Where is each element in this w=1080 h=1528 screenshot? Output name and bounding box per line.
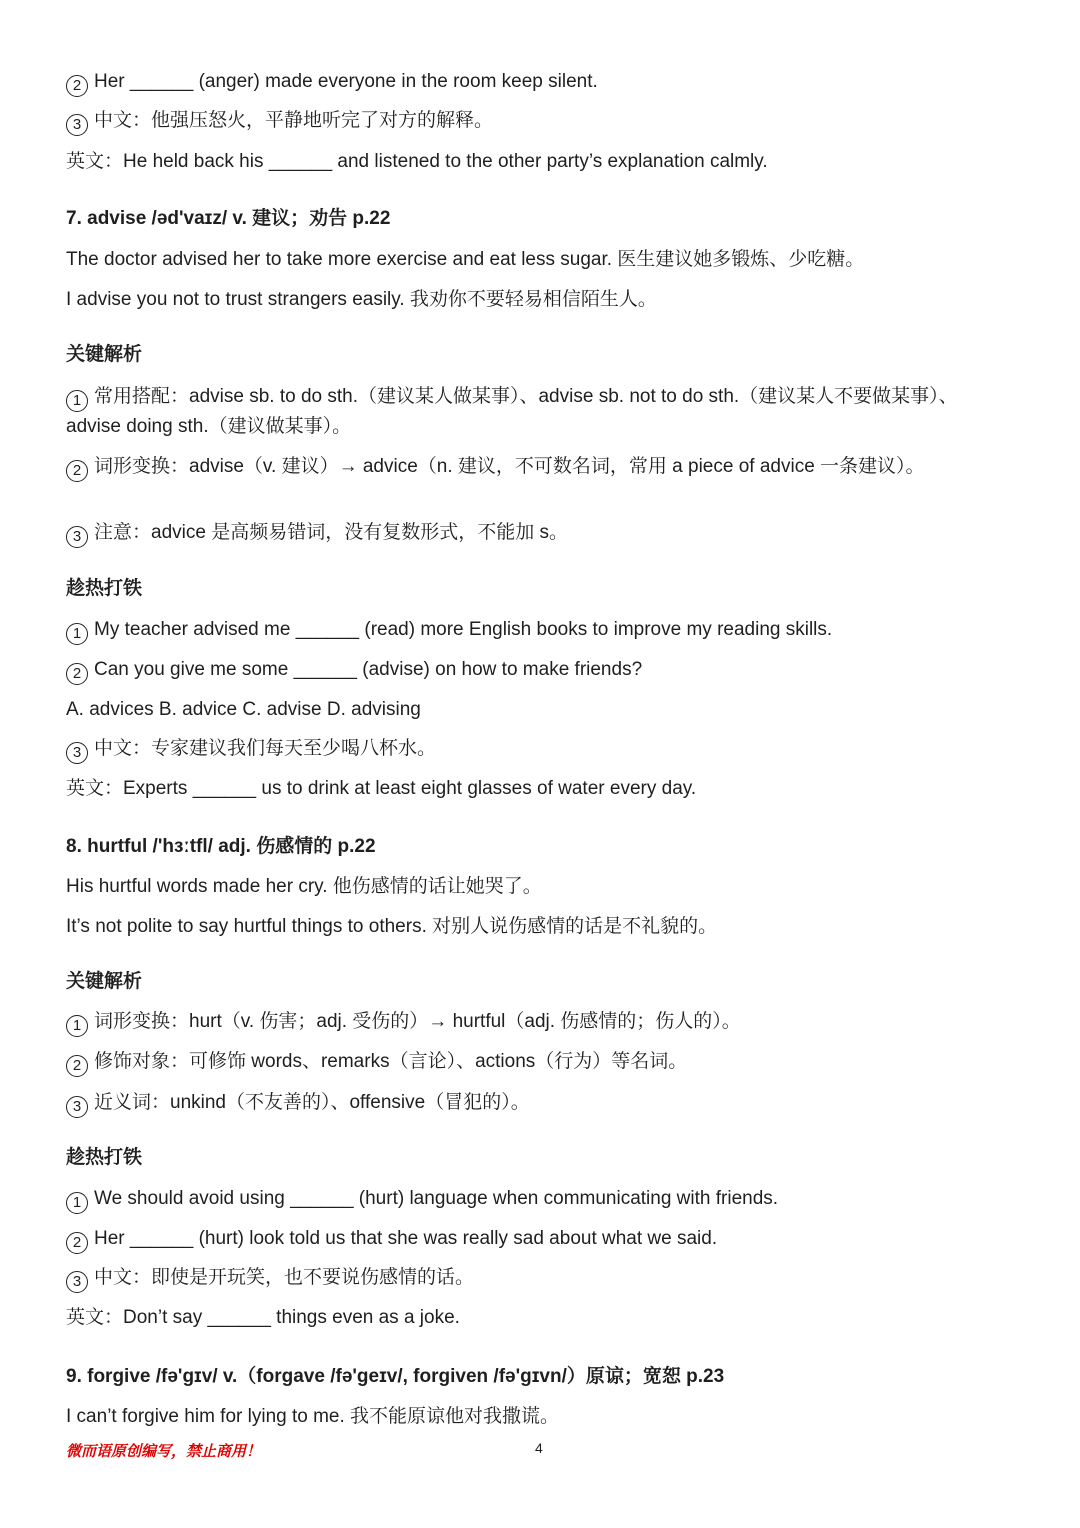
text-line [66, 658, 642, 685]
circled-number: 1 [66, 390, 88, 412]
line-text: 关键解析 [66, 344, 143, 365]
text-line [66, 150, 768, 174]
line-text: Her ______ (anger) made everyone in the room keep silent. [94, 71, 598, 92]
line-text: 词形变换：hurt（v. 伤害；adj. 受伤的）→ hurtful（adj. 伤感情的；伤人的）。 [94, 1011, 741, 1032]
copyright-notice: 微而语原创编写，禁止商用！ [66, 1443, 262, 1460]
text-line [66, 915, 717, 939]
line-text: 修饰对象：可修饰 words、remarks（言论）、actions（行为）等名词。 [94, 1051, 688, 1072]
text-line [66, 248, 864, 272]
text-line [66, 521, 568, 548]
circled-number: 2 [66, 1055, 88, 1077]
circled-number: 1 [66, 1015, 88, 1037]
circled-number: 2 [66, 663, 88, 685]
line-text: 词形变换：advise（v. 建议）→ advice（n. 建议，不可数名词，常用 a piece of advice 一条建议）。 [94, 456, 925, 477]
line-text: 近义词：unkind（不友善的）、offensive（冒犯的）。 [94, 1092, 530, 1113]
section-heading [66, 1146, 142, 1170]
line-text: We should avoid using ______ (hurt) language when communicating with friends. [94, 1188, 779, 1209]
text-line [66, 382, 1010, 442]
line-text: 8. hurtful /'hɜːtfl/ adj. 伤感情的 p.22 [66, 836, 376, 857]
section-heading [66, 1365, 724, 1389]
line-text: Her ______ (hurt) look told us that she was really sad about what we said. [94, 1228, 718, 1249]
line-text: 9. forgive /fə'gɪv/ v.（forgave /fə'geɪv/, forgiven /fə'gɪvn/）原谅；宽恕 p.23 [66, 1366, 725, 1387]
text-line [66, 1050, 687, 1077]
line-text: 中文：他强压怒火，平静地听完了对方的解释。 [94, 110, 494, 131]
text-line [66, 1405, 559, 1429]
text-line [66, 737, 436, 764]
circled-number: 3 [66, 114, 88, 136]
page-number: 4 [535, 1440, 543, 1456]
line-text: 注意：advice 是高频易错词，没有复数形式，不能加 s。 [94, 522, 568, 543]
line-text: It’s not polite to say hurtful things to others. 对别人说伤感情的话是不礼貌的。 [66, 916, 718, 937]
text-line [66, 1187, 778, 1214]
circled-number: 2 [66, 460, 88, 482]
line-text: 英文：Experts ______ us to drink at least eight glasses of water every day. [66, 778, 697, 799]
text-line [66, 109, 493, 136]
text-line [66, 1091, 530, 1118]
text-line [66, 452, 1010, 482]
line-text: My teacher advised me ______ (read) more English books to improve my reading skills. [94, 619, 833, 640]
section-heading [66, 577, 142, 601]
line-text: 7. advise /əd'vaɪz/ v. 建议；劝告 p.22 [66, 208, 391, 229]
line-text: 常用搭配：advise sb. to do sth.（建议某人做某事）、advise sb. not to do sth.（建议某人不要做某事）、advise doing sth.（建议做某事）。 [66, 386, 958, 437]
text-line [66, 1227, 717, 1254]
section-heading [66, 835, 376, 859]
line-text: 关键解析 [66, 971, 143, 992]
text-line [66, 777, 696, 801]
line-text: A. advices B. advice C. advise D. advising [66, 699, 421, 720]
line-text: The doctor advised her to take more exercise and eat less sugar. 医生建议她多锻炼、少吃糖。 [66, 249, 865, 270]
text-line [66, 70, 598, 97]
circled-number: 1 [66, 1192, 88, 1214]
line-text: 英文：Don’t say ______ things even as a joke. [66, 1307, 460, 1328]
line-text: 趁热打铁 [66, 1147, 143, 1168]
circled-number: 3 [66, 1271, 88, 1293]
section-heading [66, 207, 390, 231]
line-text: 英文：He held back his ______ and listened to the other party’s explanation calmly. [66, 151, 768, 172]
text-line [66, 1306, 460, 1330]
text-line [66, 618, 832, 645]
text-line [66, 1266, 474, 1293]
text-line [66, 288, 657, 312]
circled-number: 2 [66, 75, 88, 97]
line-text: 中文：即使是开玩笑，也不要说伤感情的话。 [94, 1267, 475, 1288]
circled-number: 3 [66, 742, 88, 764]
line-text: Can you give me some ______ (advise) on how to make friends? [94, 659, 643, 680]
section-heading [66, 343, 142, 367]
line-text: 中文：专家建议我们每天至少喝八杯水。 [94, 738, 437, 759]
circled-number: 1 [66, 623, 88, 645]
line-text: I advise you not to trust strangers easily. 我劝你不要轻易相信陌生人。 [66, 289, 657, 310]
circled-number: 3 [66, 1096, 88, 1118]
text-line [66, 1010, 741, 1037]
section-heading [66, 970, 142, 994]
circled-number: 2 [66, 1232, 88, 1254]
text-line [66, 875, 542, 899]
circled-number: 3 [66, 526, 88, 548]
line-text: I can’t forgive him for lying to me. 我不能原谅他对我撒谎。 [66, 1406, 560, 1427]
text-line [66, 698, 421, 722]
line-text: His hurtful words made her cry. 他伤感情的话让她哭了。 [66, 876, 542, 897]
line-text: 趁热打铁 [66, 578, 143, 599]
